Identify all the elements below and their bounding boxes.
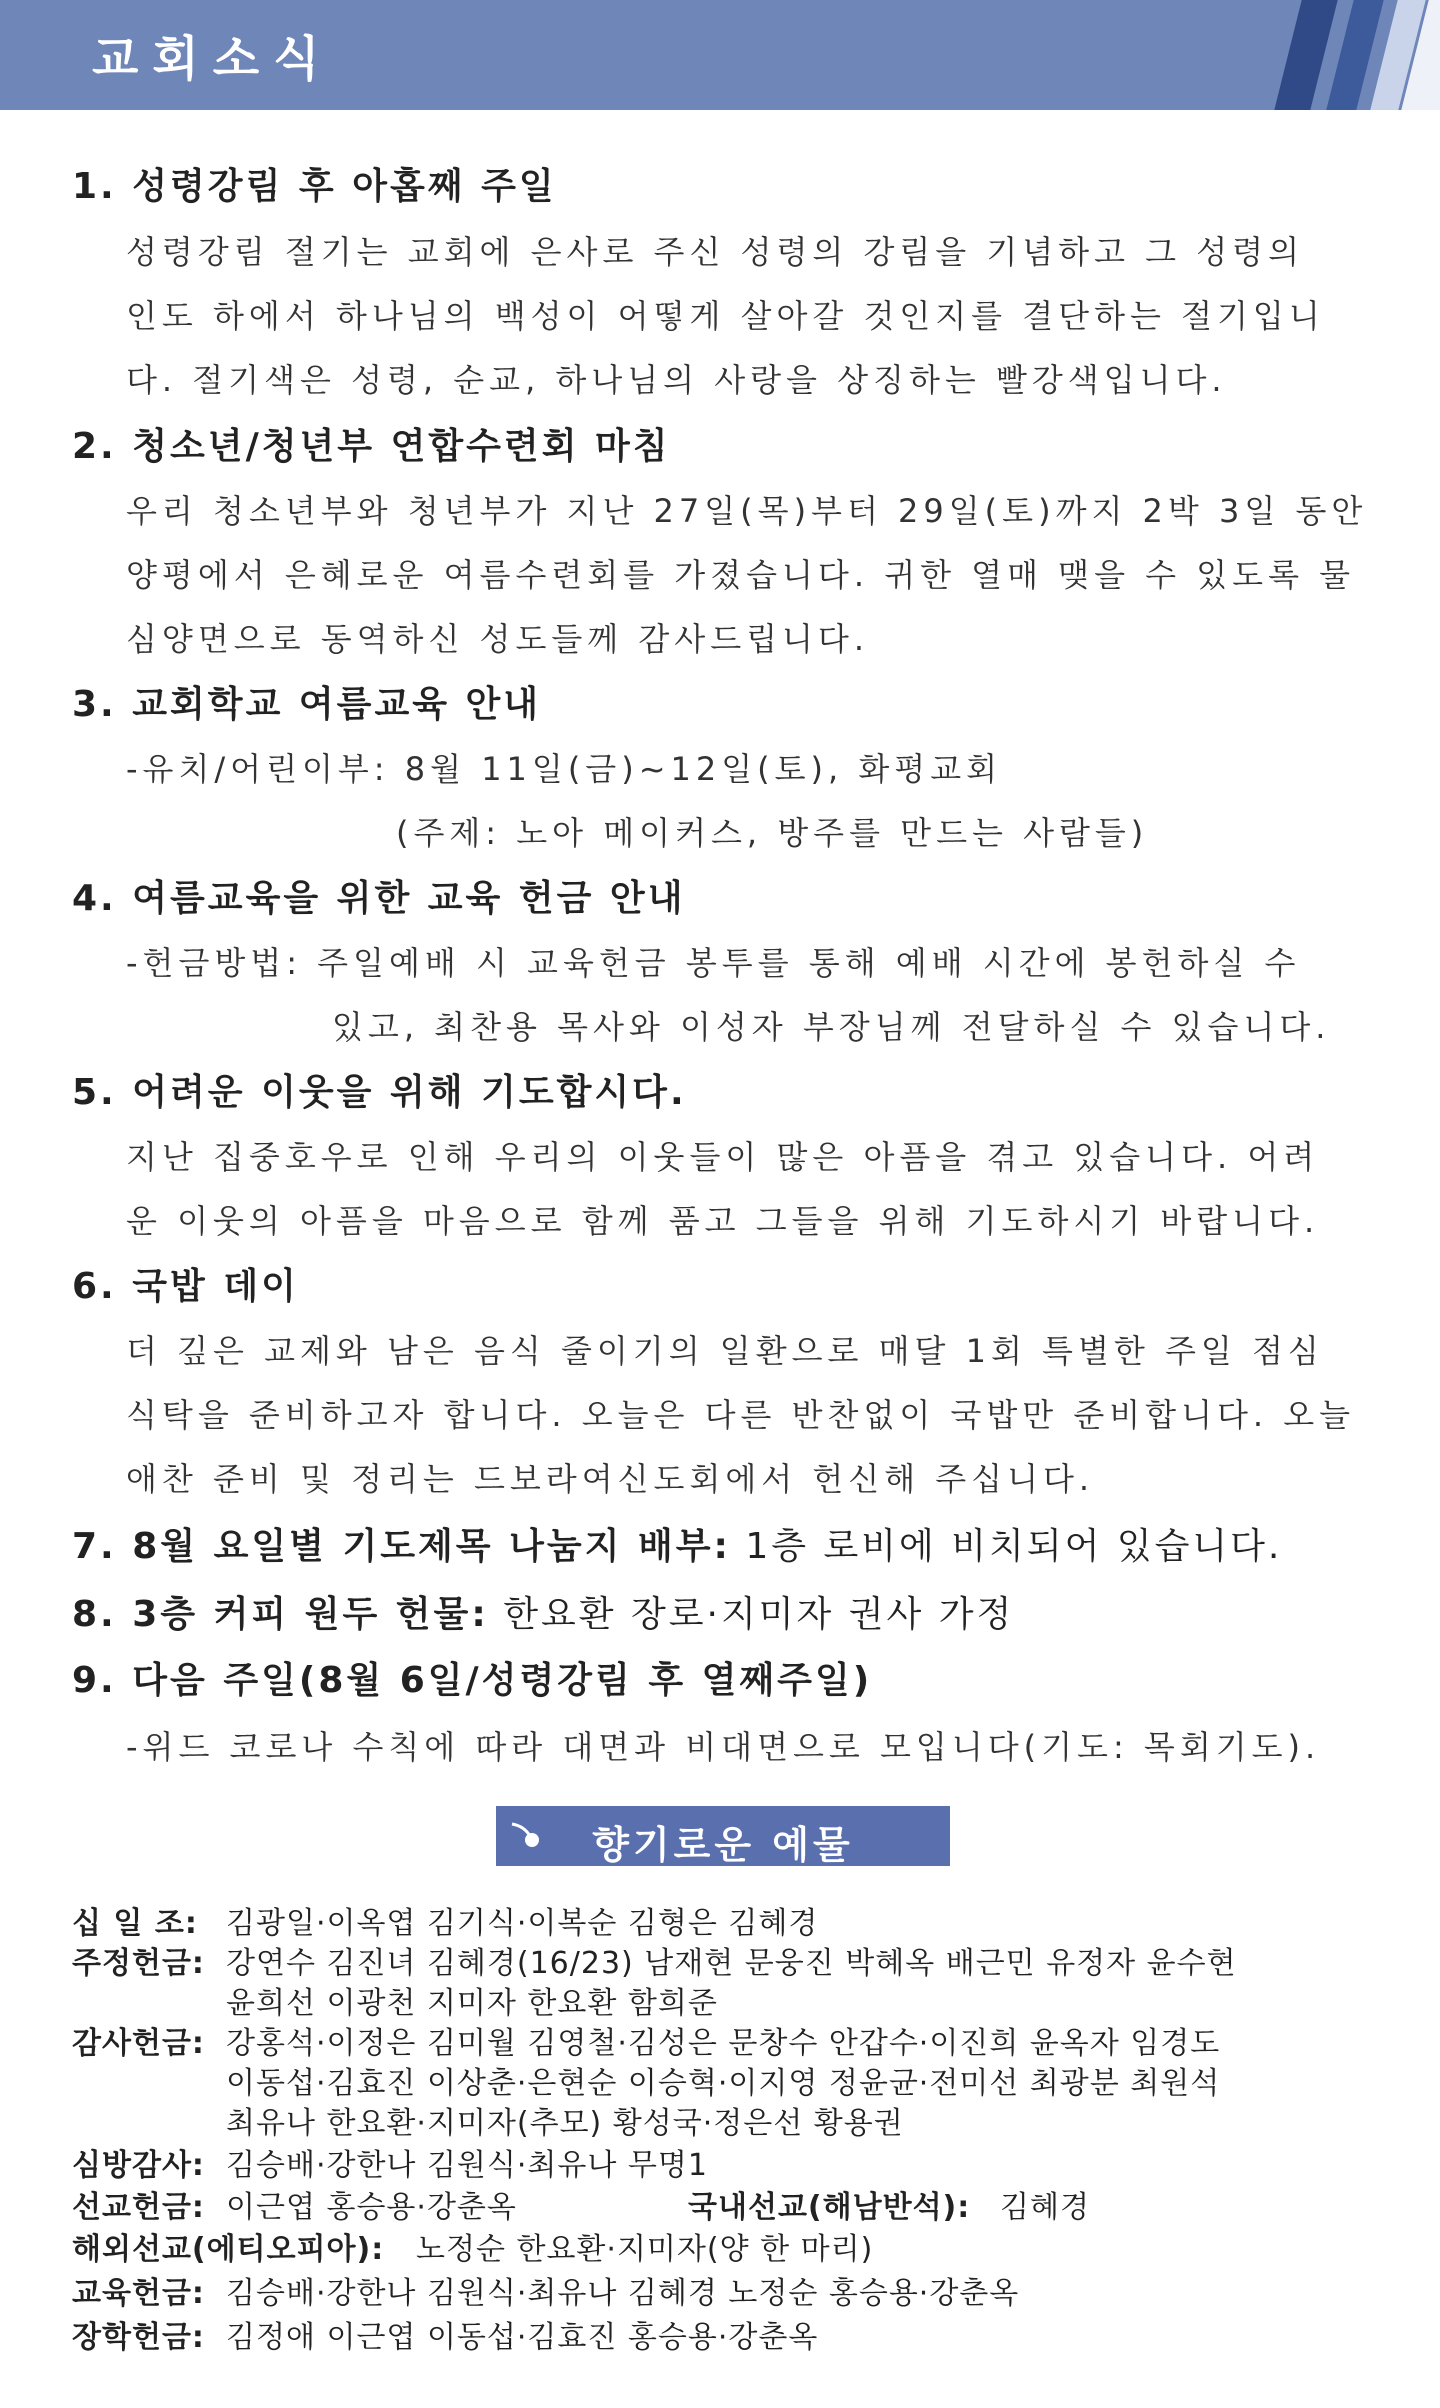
news-heading: 5. 어려운 이웃을 위해 기도합시다. (72, 1072, 687, 1113)
news-heading-label: 8. 3층 커피 원두 헌물: (72, 1594, 489, 1635)
offering-names: 노정순 한요환·지미자(양 한 마리) (416, 2232, 874, 2267)
offering-label: 장학헌금: (72, 2320, 205, 2355)
news-heading: 4. 여름교육을 위한 교육 헌금 안내 (72, 878, 686, 919)
offering-names: 김승배·강한나 김원식·최유나 김혜경 노정순 홍승용·강춘옥 (226, 2276, 1020, 2311)
news-line: 더 깊은 교제와 남은 음식 줄이기의 일환으로 매달 1회 특별한 주일 점심 (126, 1332, 1324, 1370)
offering-names: 이근엽 홍승용·강춘옥 (226, 2190, 517, 2225)
offering-label: 해외선교(에티오피아): (72, 2232, 385, 2267)
news-line: -위드 코로나 수칙에 따라 대면과 비대면으로 모입니다(기도: 목회기도). (126, 1728, 1321, 1766)
offering-label: 국내선교(해남반석): (688, 2190, 971, 2225)
offering-names: 이동섭·김효진 이상춘·은현순 이승혁·이지영 정윤균·전미선 최광분 최원석 (226, 2066, 1221, 2101)
offering-names: 최유나 한요환·지미자(추모) 황성국·정은선 황용권 (226, 2106, 904, 2141)
news-line: 식탁을 준비하고자 합니다. 오늘은 다른 반찬없이 국밥만 준비합니다. 오늘 (126, 1396, 1356, 1434)
offering-names: 윤희선 이광천 지미자 한요환 함희준 (226, 1986, 718, 2021)
news-line: 다. 절기색은 성령, 순교, 하나님의 사랑을 상징하는 빨강색입니다. (126, 361, 1227, 399)
decor-stripe (1274, 0, 1337, 110)
news-heading: 6. 국밥 데이 (72, 1266, 299, 1307)
offering-label: 십 일 조: (72, 1906, 198, 1941)
offering-label: 교육헌금: (72, 2276, 205, 2311)
news-line: 양평에서 은혜로운 여름수련회를 가졌습니다. 귀한 열매 맺을 수 있도록 물 (126, 556, 1356, 594)
news-heading: 3. 교회학교 여름교육 안내 (72, 684, 542, 725)
news-line: 애찬 준비 및 정리는 드보라여신도회에서 헌신해 주십니다. (126, 1460, 1095, 1498)
news-line: 인도 하에서 하나님의 백성이 어떻게 살아갈 것인지를 결단하는 절기입니 (126, 297, 1325, 335)
header-bar (0, 0, 1440, 110)
news-line: 심양면으로 동역하신 성도들께 감사드립니다. (126, 620, 870, 658)
offering-names: 김승배·강한나 김원식·최유나 무명1 (226, 2148, 708, 2183)
offering-label: 감사헌금: (72, 2026, 205, 2061)
news-heading: 9. 다음 주일(8월 6일/성령강림 후 열째주일) (72, 1660, 873, 1701)
news-line: 지난 집중호우로 인해 우리의 이웃들이 많은 아픔을 겪고 있습니다. 어려 (126, 1138, 1320, 1176)
offering-names: 김광일·이옥엽 김기식·이복순 김형은 김혜경 (226, 1906, 819, 1941)
news-line: (주제: 노아 메이커스, 방주를 만드는 사람들) (396, 814, 1149, 852)
news-heading: 1. 성령강림 후 아홉째 주일 (72, 166, 557, 207)
offering-label: 주정헌금: (72, 1946, 205, 1981)
news-line: 우리 청소년부와 청년부가 지난 27일(목)부터 29일(토)까지 2박 3일 동안 (126, 492, 1368, 530)
news-heading (72, 1518, 1282, 1569)
news-heading-label: 7. 8월 요일별 기도제목 나눔지 배부: (72, 1526, 731, 1567)
news-line: -유치/어린이부: 8월 11일(금)~12일(토), 화평교회 (126, 750, 1003, 788)
news-heading-detail: 한요환 장로·지미자 권사 가정 (488, 1594, 1015, 1635)
offering-names: 김혜경 (1000, 2190, 1090, 2225)
news-line: -헌금방법: 주일예배 시 교육헌금 봉투를 통해 예배 시간에 봉헌하실 수 (126, 944, 1301, 982)
offering-names: 김정애 이근엽 이동섭·김효진 홍승용·강춘옥 (226, 2320, 819, 2355)
news-line: 있고, 최찬용 목사와 이성자 부장님께 전달하실 수 있습니다. (332, 1008, 1331, 1046)
offering-names: 강홍석·이정은 김미월 김영철·김성은 문창수 안갑수·이진희 윤옥자 임경도 (226, 2026, 1221, 2061)
news-heading: 2. 청소년/청년부 연합수련회 마침 (72, 426, 671, 467)
news-heading-detail: 1층 로비에 비치되어 있습니다. (730, 1526, 1283, 1567)
offerings-title: 향기로운 예물 (592, 1823, 854, 1867)
offering-names: 강연수 김진녀 김혜경(16/23) 남재현 문웅진 박혜옥 배근민 유정자 윤수현 (226, 1946, 1237, 1981)
news-line: 성령강림 절기는 교회에 은사로 주신 성령의 강림을 기념하고 그 성령의 (126, 233, 1304, 271)
news-line: 운 이웃의 아픔을 마음으로 함께 품고 그들을 위해 기도하시기 바랍니다. (126, 1202, 1320, 1240)
news-heading (72, 1586, 1014, 1637)
section-title: 교회소식 (92, 31, 334, 87)
offering-label: 심방감사: (72, 2148, 205, 2183)
offerings-banner (496, 1806, 950, 1866)
offering-label: 선교헌금: (72, 2190, 205, 2225)
